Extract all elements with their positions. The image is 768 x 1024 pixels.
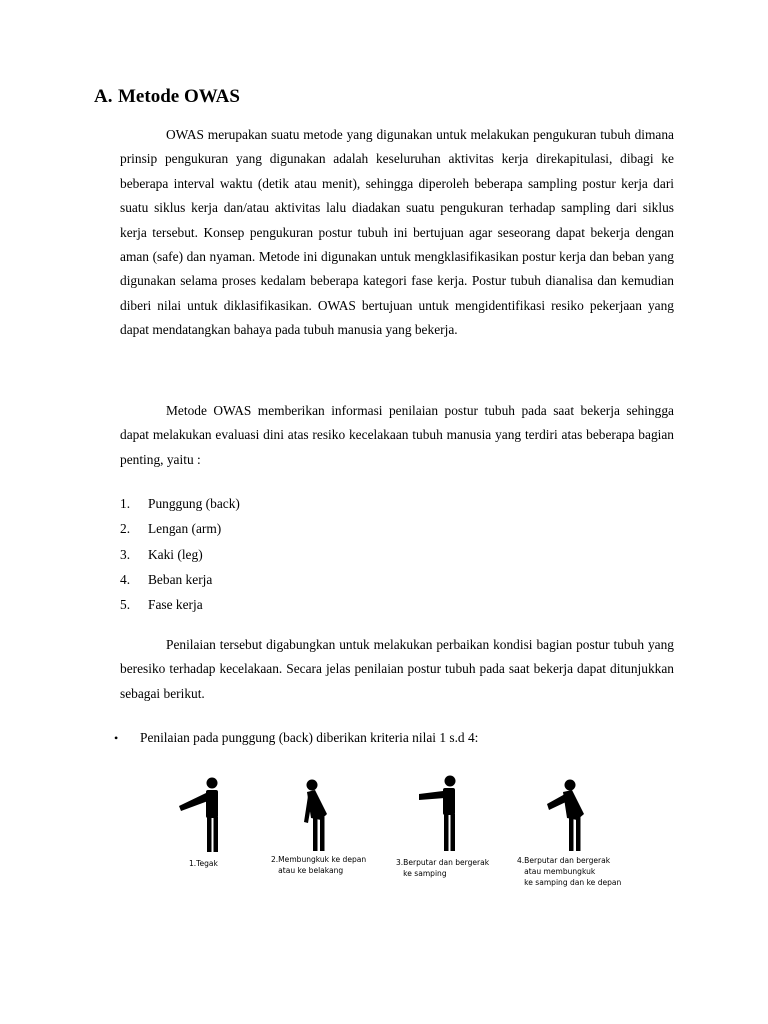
posture-twisting-pictogram bbox=[419, 776, 456, 852]
caption-twisting: 3.Berputar dan bergerak ke samping bbox=[396, 857, 490, 878]
bullet-list bbox=[114, 730, 478, 746]
posture-bending-pictogram bbox=[304, 780, 327, 852]
caption-bending: 2.Membungkuk ke depan atau ke belakang bbox=[271, 854, 367, 875]
back-posture-figure bbox=[175, 770, 645, 895]
section-number: A. bbox=[94, 86, 113, 107]
list-item: 1. Punggung (back) bbox=[120, 496, 240, 511]
list-item: 3. Kaki (leg) bbox=[120, 546, 203, 562]
body-parts-list bbox=[120, 494, 240, 620]
paragraph-assessment: Penilaian tersebut digabungkan untuk melakukan perbaikan kondisi bagian postur tubuh yang beresiko terhadap kecelakaan. Secara jelas penilaian postur tubuh pada saat bekerja dapat ditunjukkan sebagai berikut. bbox=[120, 637, 674, 701]
paragraph-owas-intro: OWAS merupakan suatu metode yang digunakan untuk melakukan pengukuran tubuh dimana prinsip pengukuran yang digunakan adalah keseluruhan aktivitas kerja direkapitulasi, dibagi ke beberapa interval waktu (detik atau menit), sehingga diperoleh beberapa sampling postur kerja dari suatu siklus kerja dan/atau aktivitas lalu diadakan suatu pengukuran terhadap sampling dari siklus kerja tersebut. Konsep pengukuran postur tubuh ini bertujuan agar seseorang dapat bekerja dengan aman (safe) dan nyaman. Metode ini digunakan untuk mengklasifikasikan postur kerja dan beban yang digunakan selama proses kedalam beberapa kategori fase kerja. Postur tubuh dianalisa dan kemudian diberi nilai untuk diklasifikasikan. OWAS bertujuan untuk mengidentifikasi resiko pekerjaan yang dapat mendatangkan bahaya pada tubuh manusia yang bekerja. bbox=[120, 127, 674, 338]
bullet-item: • Penilaian pada punggung (back) diberikan kriteria nilai 1 s.d 4: bbox=[114, 730, 479, 745]
posture-upright-pictogram bbox=[179, 778, 218, 853]
paragraph-owas-info: Metode OWAS memberikan informasi penilaian postur tubuh pada saat bekerja sehingga dapat melakukan evaluasi dini atas resiko kecelakaan tubuh manusia yang terdiri atas beberapa bagian penting, yaitu : bbox=[120, 403, 674, 467]
list-item: 4. Beban kerja bbox=[120, 571, 213, 587]
section-title: Metode OWAS bbox=[118, 86, 240, 107]
caption-twist-bend: 4.Berputar dan bergerak atau membungkuk ke samping dan ke depan bbox=[517, 855, 622, 887]
posture-twist-bend-pictogram bbox=[547, 780, 584, 852]
section-heading bbox=[94, 86, 240, 108]
bullet-dot: • bbox=[114, 731, 119, 745]
list-item: 2. Lengan (arm) bbox=[120, 521, 222, 537]
list-item: 5. Fase kerja bbox=[120, 597, 203, 613]
caption-upright: 1.Tegak bbox=[189, 858, 218, 868]
